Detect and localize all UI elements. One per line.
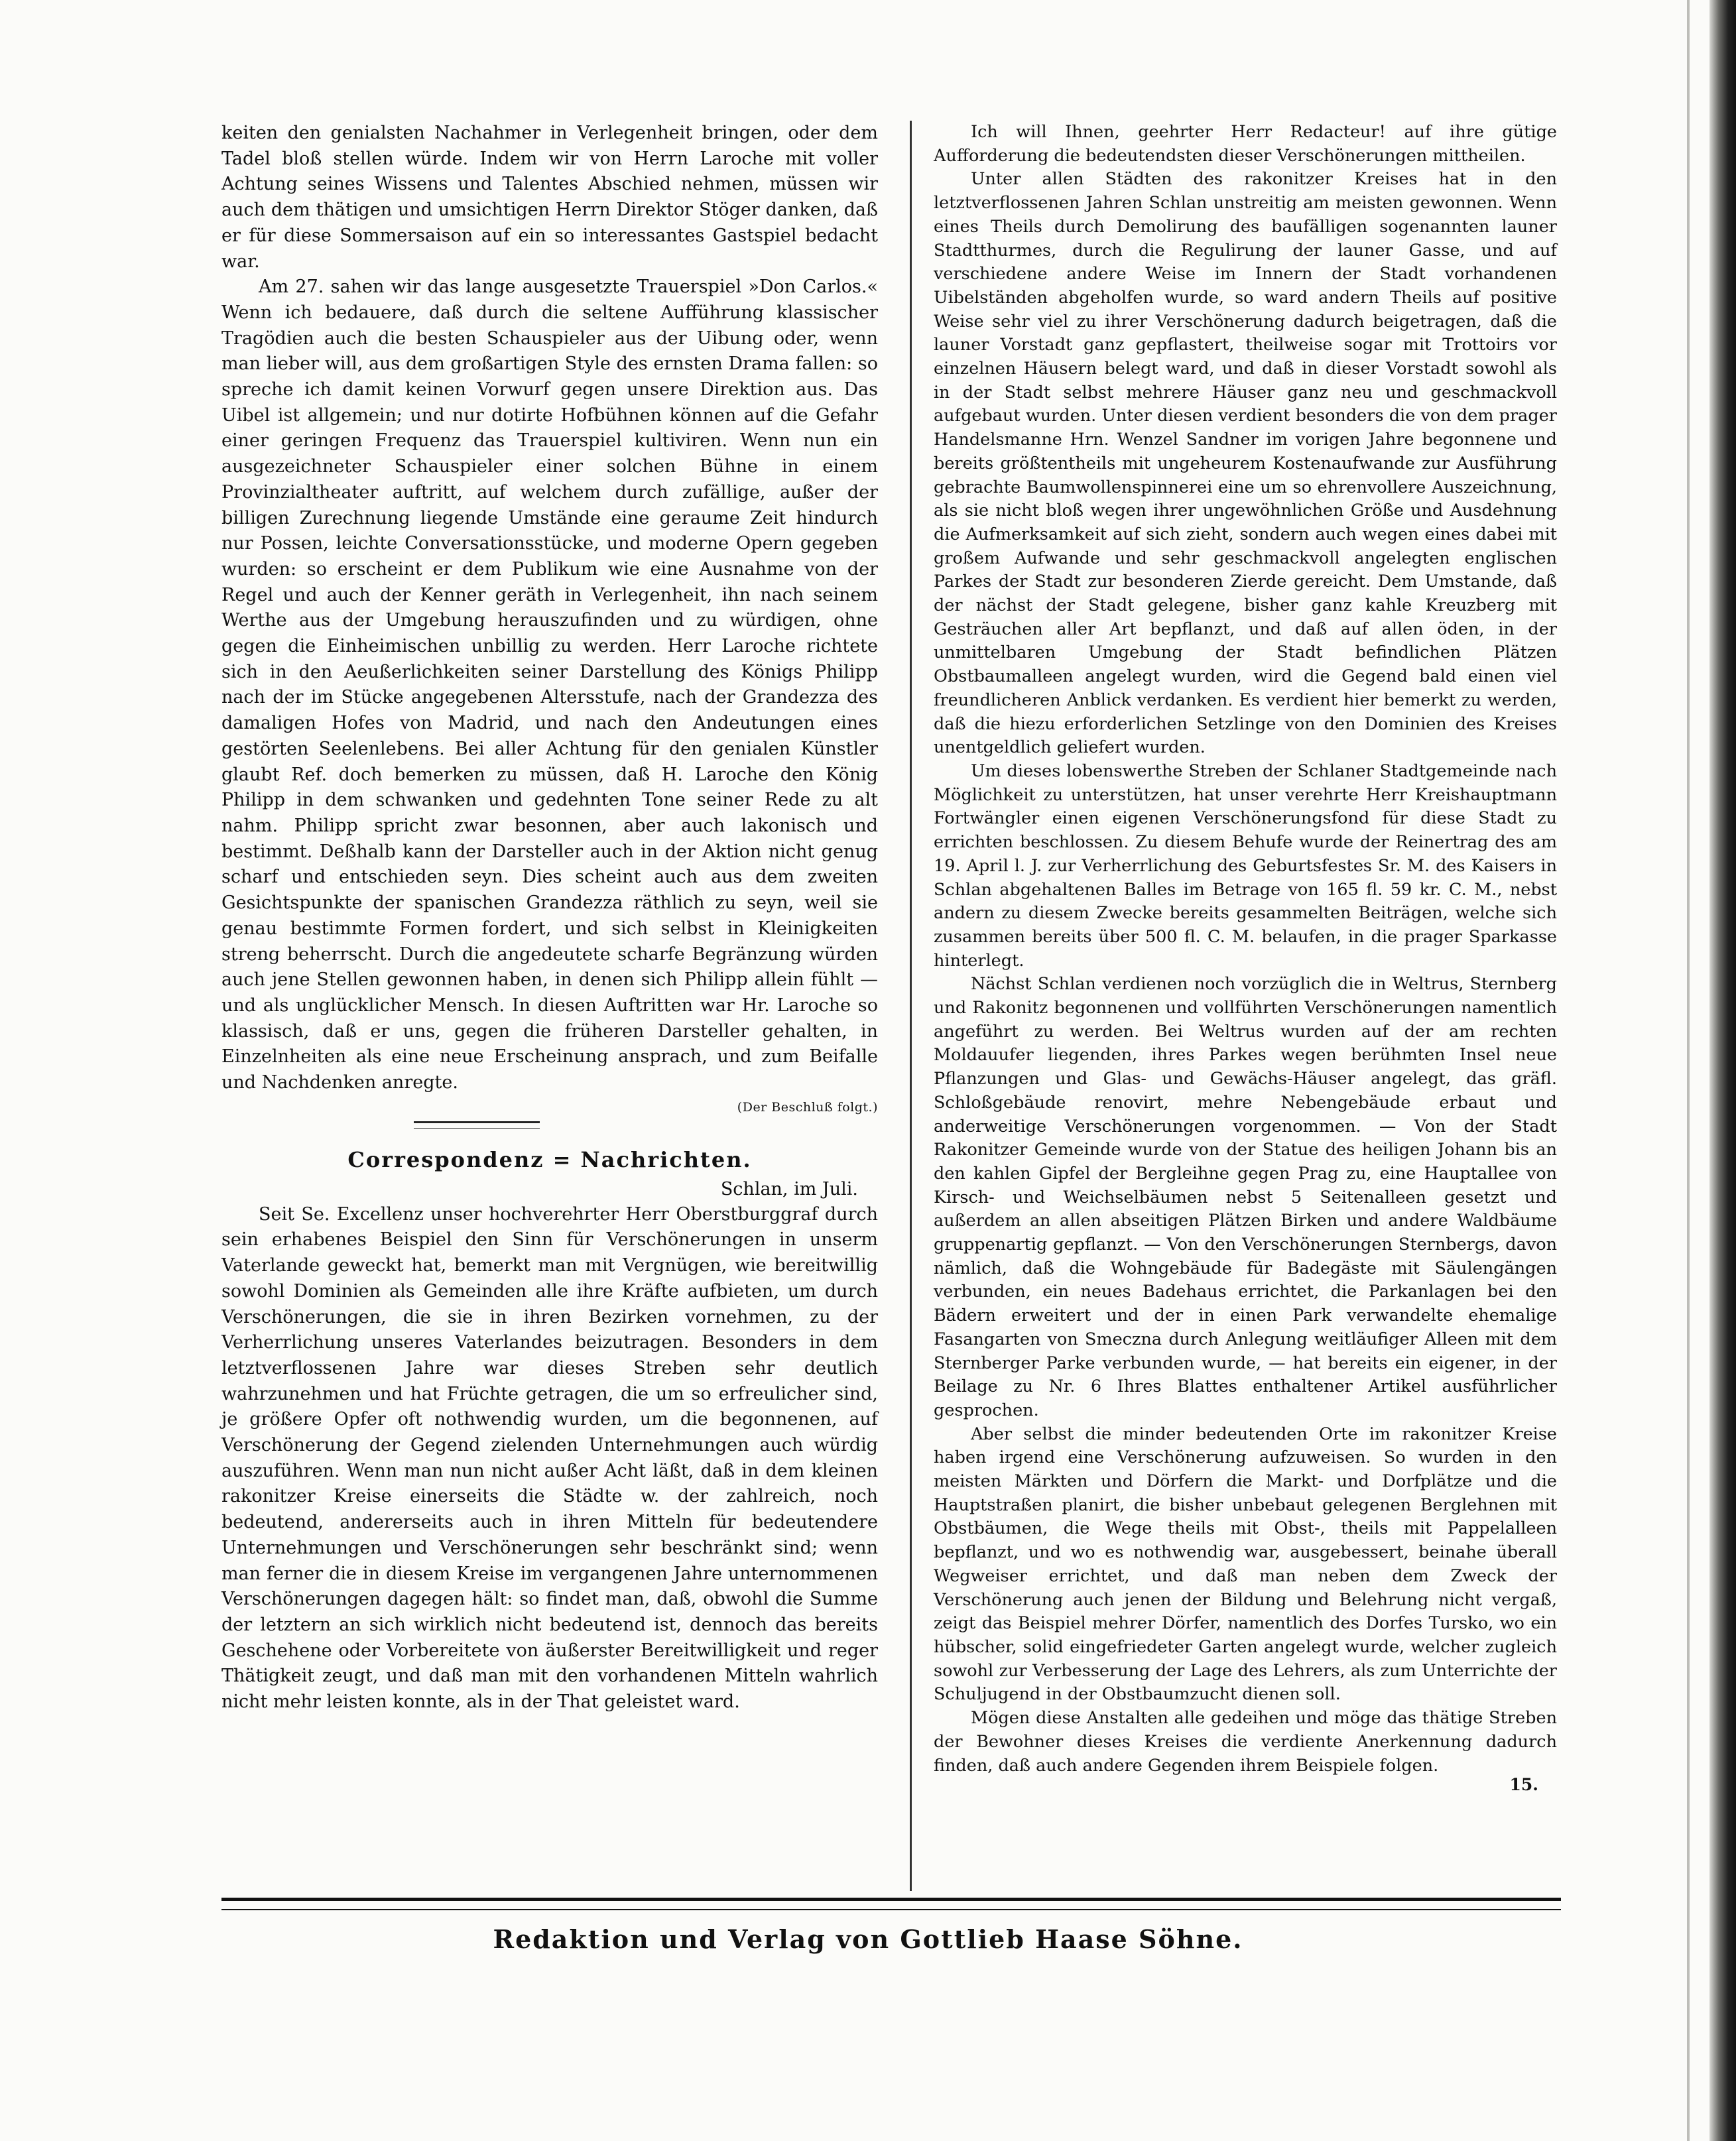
footer-rule — [221, 1898, 1561, 1910]
left-paragraph-2: Am 27. sahen wir das lange ausgesetzte Trauerspiel »Don Carlos.« Wenn ich bedauere, daß durch die seltene Aufführung klassischer Tragödien auch die besten Schauspieler aus der Uibung oder, wenn man lieber will, aus dem großartigen Style des ernsten Drama fallen: so spreche ich damit keinen Vorwurf gegen unsere Direktion aus. Das Uibel ist allgemein; und nur dotirte Hofbühnen können auf die Gefahr einer geringen Frequenz das Trauerspiel kultiviren. Wenn nun ein ausgezeichneter Schauspieler einer solchen Bühne in einem Provinzialtheater auftritt, auf welchem durch zufällige, außer der billigen Zurechnung liegende Umstände eine geraume Zeit hindurch nur Possen, leichte Conversationsstücke, und moderne Opern gegeben wurden: so erscheint er dem Publikum wie eine Ausnahme von der Regel und auch der Kenner geräth in Verlegenheit, ihn nach seinem Werthe aus der Umgebung herauszufinden und zu würdigen, ohne gegen die Einheimischen unbillig zu werden. Herr Laroche richtete sich in den Aeußerlichkeiten seiner Darstellung des Königs Philipp nach der im Stücke angegebenen Altersstufe, nach der Grandezza des damaligen Hofes von Madrid, und nach den Andeutungen eines gestörten Seelenlebens. Bei aller Achtung für den genialen Künstler glaubt Ref. doch bemerken zu müssen, daß H. Laroche den König Philipp in dem schwanken und gedehnten Tone seiner Rede zu alt nahm. Philipp spricht zwar besonnen, aber auch lakonisch und bestimmt. Deßhalb kann der Darsteller auch in der Aktion nicht genug scharf und entschieden seyn. Dies scheint auch aus dem zweiten Gesichtspunkte der spanischen Grandezza räthlich zu seyn, weil sie genau bestimmte Formen fordert, und sich selbst in Kleinigkeiten streng beherrscht. Durch die angedeutete scharfe Begränzung würden auch jene Stellen gewonnen haben, in denen sich Philipp allein fühlt — und als unglücklicher Mensch. In diesen Auftritten war Hr. Laroche so klassisch, daß er uns, gegen die früheren Darsteller gehalten, in Einzelnheiten als eine neue Erscheinung ansprach, und zum Beifalle und Nachdenken anregte. — [221, 276, 878, 1093]
right-paragraph-2: Unter allen Städten des rakonitzer Kreises hat in den letztverflossenen Jahren Schlan unstreitig am meisten gewonnen. Wenn eines Theils durch Demolirung des baufälligen sogenannten launer Stadtthurmes, durch die Regulirung der launer Gasse, und auf verschiedene andere Weise im Innern der Stadt vorhandenen Uibelständen abgeholfen wurde, so ward andern Theils auf positive Weise sehr viel zu ihrer Verschönerung dadurch beigetragen, daß die launer Vorstadt ganz gepflastert, theilweise sogar mit Trottoirs vor einzelnen Häusern belegt ward, und daß in dieser Vorstadt sowohl als in der Stadt selbst mehrere Häuser ganz neu und geschmackvoll aufgebaut wurden. Unter diesen verdient besonders die von dem prager Handelsmanne Hrn. Wenzel Sandner im vorigen Jahre begonnene und bereits größtentheils mit ungeheurem Kostenaufwande zur Ausführung gebrachte Baumwollenspinnerei eine um so ehrenvollere Auszeichnung, als sie nicht bloß wegen ihrer ungewöhnlichen Größe und Ausdehnung die Aufmerksamkeit auf sich zieht, sondern auch wegen eines dabei mit großem Aufwande und sehr geschmackvoll angelegten englischen Parkes der Stadt zur besonderen Zierde gereicht. Dem Umstande, daß der nächst der Stadt gelegene, bisher ganz kahle Kreuzberg mit Gesträuchen aller Art bepflanzt, und daß auf allen öden, in der unmittelbaren Umgebung der Stadt befindlichen Plätzen Obstbaumalleen angelegt wurden, wird die Gegend bald einen viel freundlicheren Anblick verdanken. Es verdient hier bemerkt zu werden, daß die hiezu erforderlichen Setzlinge von den Dominien des Kreises unentgeldlich geliefert wurden. — [934, 169, 1557, 758]
right-paragraph-1: Ich will Ihnen, geehrter Herr Redacteur! auf ihre gütige Aufforderung die bedeutendsten dieser Verschönerungen mittheilen. — [934, 122, 1557, 166]
continued-notice: (Der Beschluß folgt.) — [737, 1099, 878, 1115]
imprint: Redaktion und Verlag von Gottlieb Haase Söhne. — [493, 1924, 1243, 1954]
place-date: Schlan, im Juli. — [720, 1178, 858, 1199]
right-paragraph-4: Nächst Schlan verdienen noch vorzüglich die in Weltrus, Sternberg und Rakonitz begonnenen und vollführten Verschönerungen namentlich angeführt zu werden. Bei Weltrus wurden auf der am rechten Moldauufer liegenden, ihres Parkes wegen berühmten Insel neue Pflanzungen und Glas- und Gewächs-Häuser angelegt, das gräfl. Schloßgebäude renovirt, mehre Nebengebäude erbaut und anderweitige Verschönerungen vorgenommen. — Von der Stadt Rakonitzer Gemeinde wurde von der Statue des heiligen Johann bis an den kahlen Gipfel der Bergleihne gegen Prag zu, eine Hauptallee von Kirsch- und Weichselbäumen nebst 5 Seitenalleen gesetzt und außerdem an allen abseitigen Plätzen Birken und andere Waldbäume gruppenartig gepflanzt. — Von den Verschönerungen Sternbergs, davon nämlich, daß die Wohngebäude für Badegäste mit Säulengängen verbunden, ein neues Badehaus errichtet, die Parkanlagen bei den Bädern erweitert und der in einen Park verwandelte ehemalige Fasangarten von Smeczna durch Anlegung weitläufiger Alleen mit dem Sternberger Parke verbunden wurde, — hat bereits ein eigener, in der Beilage zu Nr. 6 Ihres Blattes enthaltener Artikel ausführlicher gesprochen. — [934, 974, 1557, 1420]
right-paragraph-5: Aber selbst die minder bedeutenden Orte im rakonitzer Kreise haben irgend eine Verschönerung aufzuweisen. So wurden in den meisten Märkten und Dörfern die Markt- und Dorfplätze und die Hauptstraßen planirt, die bisher unbebaut gelegenen Berglehnen mit Obstbäumen, die Wege theils mit Obst-, theils mit Pappelalleen bepflanzt, und wo es nothwendig war, ausgebessert, beinahe überall Wegweiser errichtet, und daß man neben dem Zweck der Verschönerung auch jenen der Bildung und Belehrung nicht vergaß, zeigt das Beispiel mehrer Dörfer, namentlich des Dorfes Tursko, wo ein hübscher, solid eingefriedeter Garten angelegt wurde, welcher zugleich sowohl zur Verbesserung der Lage des Lehrers, als zum Unterrichte der Schuljugend in der Obstbaumzucht dienen soll. — [934, 1424, 1557, 1705]
left-paragraph-1: keiten den genialsten Nachahmer in Verlegenheit bringen, oder dem Tadel bloß stellen würde. Indem wir von Herrn Laroche mit voller Achtung seines Wissens und Talentes Abschied nehmen, müssen wir auch dem thätigen und umsichtigen Herrn Direktor Stöger danken, daß er für diese Sommersaison auf ein so interessantes Gastspiel bedacht war. — [221, 123, 878, 272]
page-edge-shadow — [1709, 0, 1736, 2141]
page-edge-line — [1687, 0, 1690, 2141]
correspondence-paragraph: Seit Se. Excellenz unser hochverehrter Herr Oberstburggraf durch sein erhabenes Beispiel den Sinn für Verschönerungen in unserm Vaterlande geweckt hat, bemerkt man mit Vergnügen, wie bereitwillig sowohl Dominien als Gemeinden alle ihre Kräfte aufbieten, um durch Verschönerungen, die sie in ihren Bezirken vornehmen, zu der Verherrlichung unseres Vaterlandes beizutragen. Besonders in dem letztverflossenen Jahre war dieses Streben sehr deutlich wahrzunehmen und hat Früchte getragen, die um so erfreulicher sind, je größere Opfer oft nothwendig wurden, um die begonnenen, auf Verschönerung der Gegend zielenden Unternehmungen auch würdig auszuführen. Wenn man nun nicht außer Acht läßt, daß in dem kleinen rakonitzer Kreise einerseits die Städte w. der zahlreich, noch bedeutend, andererseits auch in ihren Mitteln für bedeutendere Unternehmungen und Verschönerungen sehr beschränkt sind; wenn man ferner die in diesem Kreise im vergangenen Jahre unternommenen Verschönerungen dagegen hält: so findet man, daß, obwohl die Summe der letztern an sich wirklich nicht bedeutend ist, dennoch das bereits Geschehene oder Vorbereitete von äußerster Bereitwilligkeit und reger Thätigkeit zeugt, und daß man mit den vorhandenen Mitteln wahrlich nicht mehr leisten konnte, als in der That geleistet ward. — [221, 1203, 878, 1713]
right-paragraph-3: Um dieses lobenswerthe Streben der Schlaner Stadtgemeinde nach Möglichkeit zu unterstützen, hat unser verehrte Herr Kreishauptmann Fortwängler einen eigenen Verschönerungsfond für diese Stadt zu errichten beschlossen. Zu diesem Behufe wurde der Reinertrag des am 19. April l. J. zur Verherrlichung des Geburtsfestes Sr. M. des Kaisers in Schlan abgehaltenen Balles im Betrage von 165 fl. 59 kr. C. M., nebst andern zu diesem Zwecke bereits gesammelten Beiträgen, welche sich zusammen bereits über 500 fl. C. M. belaufen, in die prager Sparkasse hinterlegt. — [934, 761, 1557, 971]
right-paragraph-6: Mögen diese Anstalten alle gedeihen und möge das thätige Streben der Bewohner dieses Kreises die verdiente Anerkennung dadurch finden, daß auch andere Gegenden ihrem Beispiele folgen. — [934, 1708, 1557, 1776]
section-title: Correspondenz = Nachrichten. — [347, 1146, 752, 1172]
page-number: 15. — [1509, 1775, 1538, 1795]
right-column — [934, 121, 1557, 1794]
column-divider — [910, 121, 912, 1891]
continued-notice-wrap — [221, 1096, 878, 1115]
left-column — [221, 121, 878, 1715]
section-divider — [414, 1121, 540, 1129]
